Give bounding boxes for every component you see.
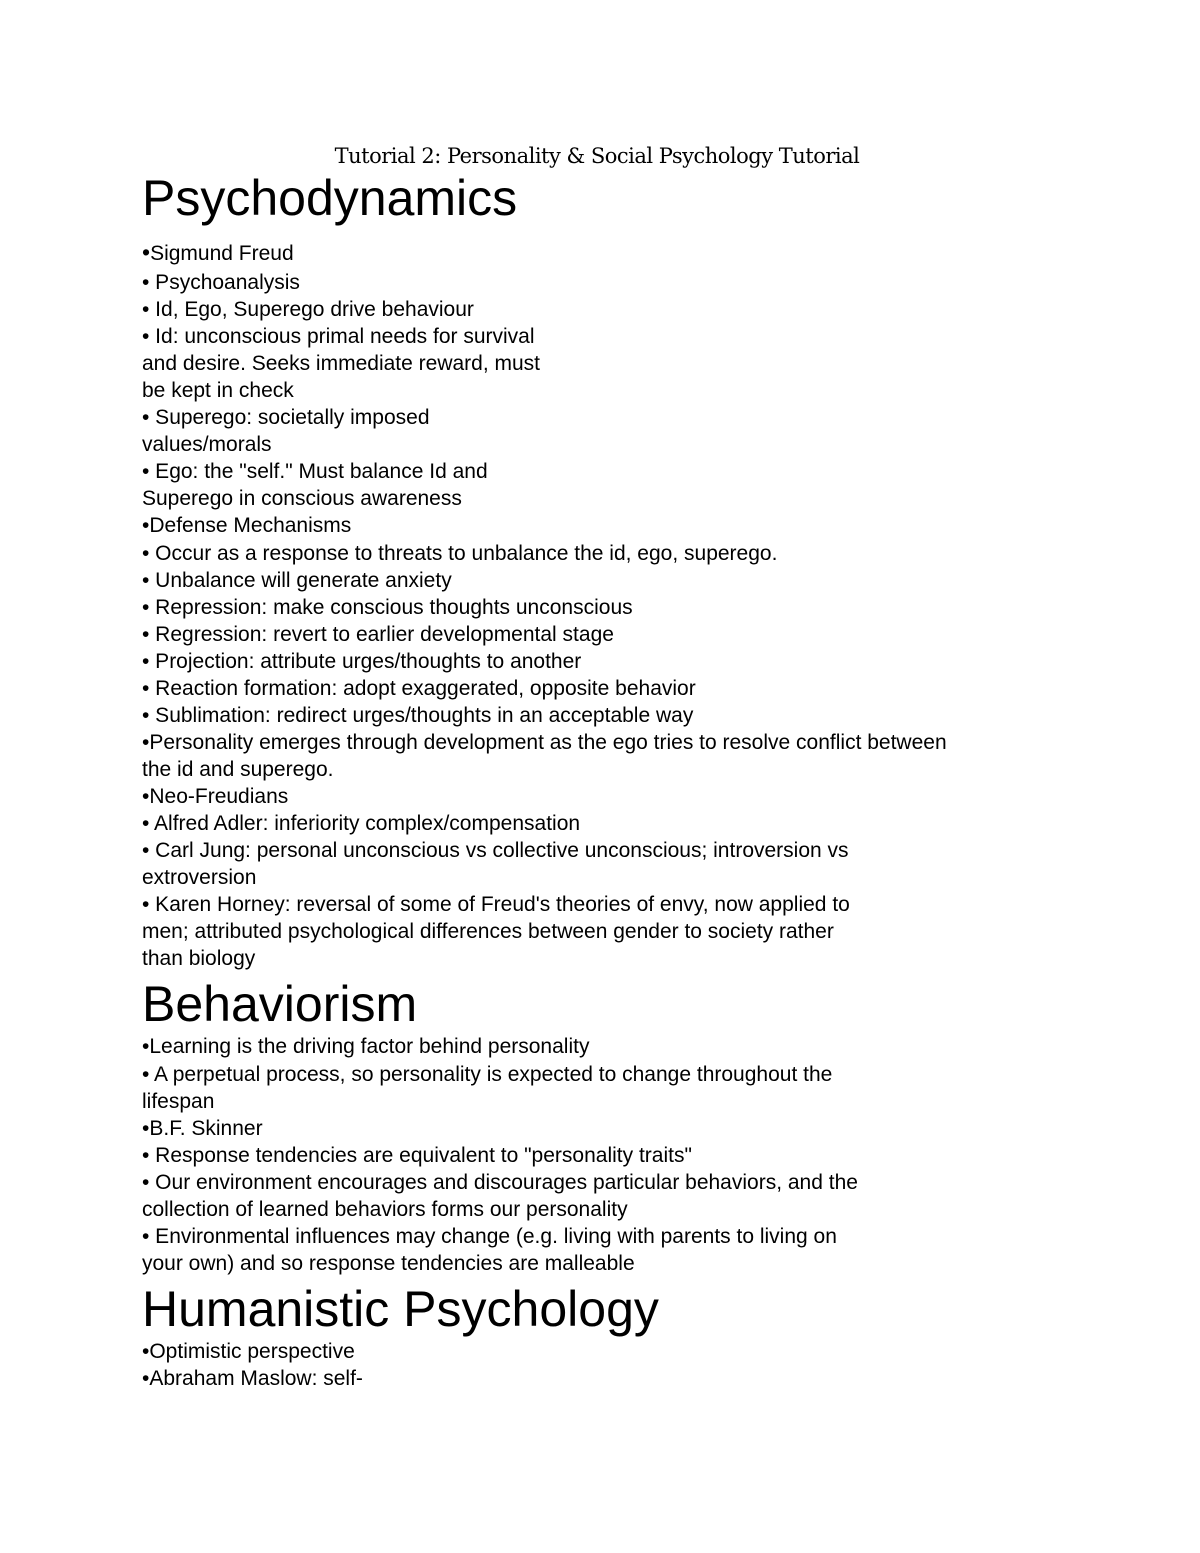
text-line: men; attributed psychological differences between gender to society rather	[142, 920, 834, 943]
document-title: Tutorial 2: Personality & Social Psychology Tutorial	[334, 144, 860, 168]
text-line: the id and superego.	[142, 758, 334, 781]
text-line: •Personality emerges through development as the ego tries to resolve conflict between	[142, 731, 947, 754]
text-line: • Carl Jung: personal unconscious vs collective unconscious; introversion vs	[142, 839, 849, 862]
text-line: • Regression: revert to earlier developmental stage	[142, 623, 614, 646]
heading-psychodynamics: Psychodynamics	[142, 170, 518, 226]
text-line: • Ego: the "self." Must balance Id and	[142, 460, 488, 483]
text-line: •B.F. Skinner	[142, 1117, 263, 1140]
heading-behaviorism: Behaviorism	[142, 976, 418, 1032]
text-line: values/morals	[142, 433, 272, 456]
text-line: Superego in conscious awareness	[142, 487, 462, 510]
text-line: • Psychoanalysis	[142, 271, 300, 294]
text-line: •Neo-Freudians	[142, 785, 289, 808]
text-line: • Environmental influences may change (e.g. living with parents to living on	[142, 1225, 837, 1248]
text-line: • Alfred Adler: inferiority complex/compensation	[142, 812, 581, 835]
text-line: • Id: unconscious primal needs for survival	[142, 325, 535, 348]
bullet-glyph: •	[142, 239, 151, 265]
text-line: extroversion	[142, 866, 257, 889]
text-line: •Abraham Maslow: self-	[142, 1367, 363, 1390]
text-line: • Superego: societally imposed	[142, 406, 430, 429]
line-text: Sigmund Freud	[150, 242, 294, 265]
heading-humanistic-psychology: Humanistic Psychology	[142, 1281, 659, 1337]
text-line: • Projection: attribute urges/thoughts to another	[142, 650, 582, 673]
text-line: be kept in check	[142, 379, 294, 402]
text-line: •Defense Mechanisms	[142, 514, 352, 537]
text-line: collection of learned behaviors forms our personality	[142, 1198, 628, 1221]
text-line: and desire. Seeks immediate reward, must	[142, 352, 541, 375]
text-line: your own) and so response tendencies are malleable	[142, 1252, 635, 1275]
text-line: • Occur as a response to threats to unbalance the id, ego, superego.	[142, 542, 778, 565]
text-line: • Repression: make conscious thoughts unconscious	[142, 596, 633, 619]
text-line: • Karen Horney: reversal of some of Freud's theories of envy, now applied to	[142, 893, 850, 916]
text-line: lifespan	[142, 1090, 215, 1113]
text-line: than biology	[142, 947, 256, 970]
text-line: • Id, Ego, Superego drive behaviour	[142, 298, 474, 321]
text-line: • Our environment encourages and discourages particular behaviors, and the	[142, 1171, 858, 1194]
text-line: • Unbalance will generate anxiety	[142, 569, 452, 592]
text-line: • A perpetual process, so personality is expected to change throughout the	[142, 1063, 833, 1086]
text-line: • Response tendencies are equivalent to "personality traits"	[142, 1144, 692, 1167]
text-line: •Learning is the driving factor behind personality	[142, 1035, 590, 1058]
text-line: •Optimistic perspective	[142, 1340, 355, 1363]
text-line	[142, 239, 294, 267]
text-line: • Reaction formation: adopt exaggerated, opposite behavior	[142, 677, 696, 700]
text-line: • Sublimation: redirect urges/thoughts in an acceptable way	[142, 704, 694, 727]
